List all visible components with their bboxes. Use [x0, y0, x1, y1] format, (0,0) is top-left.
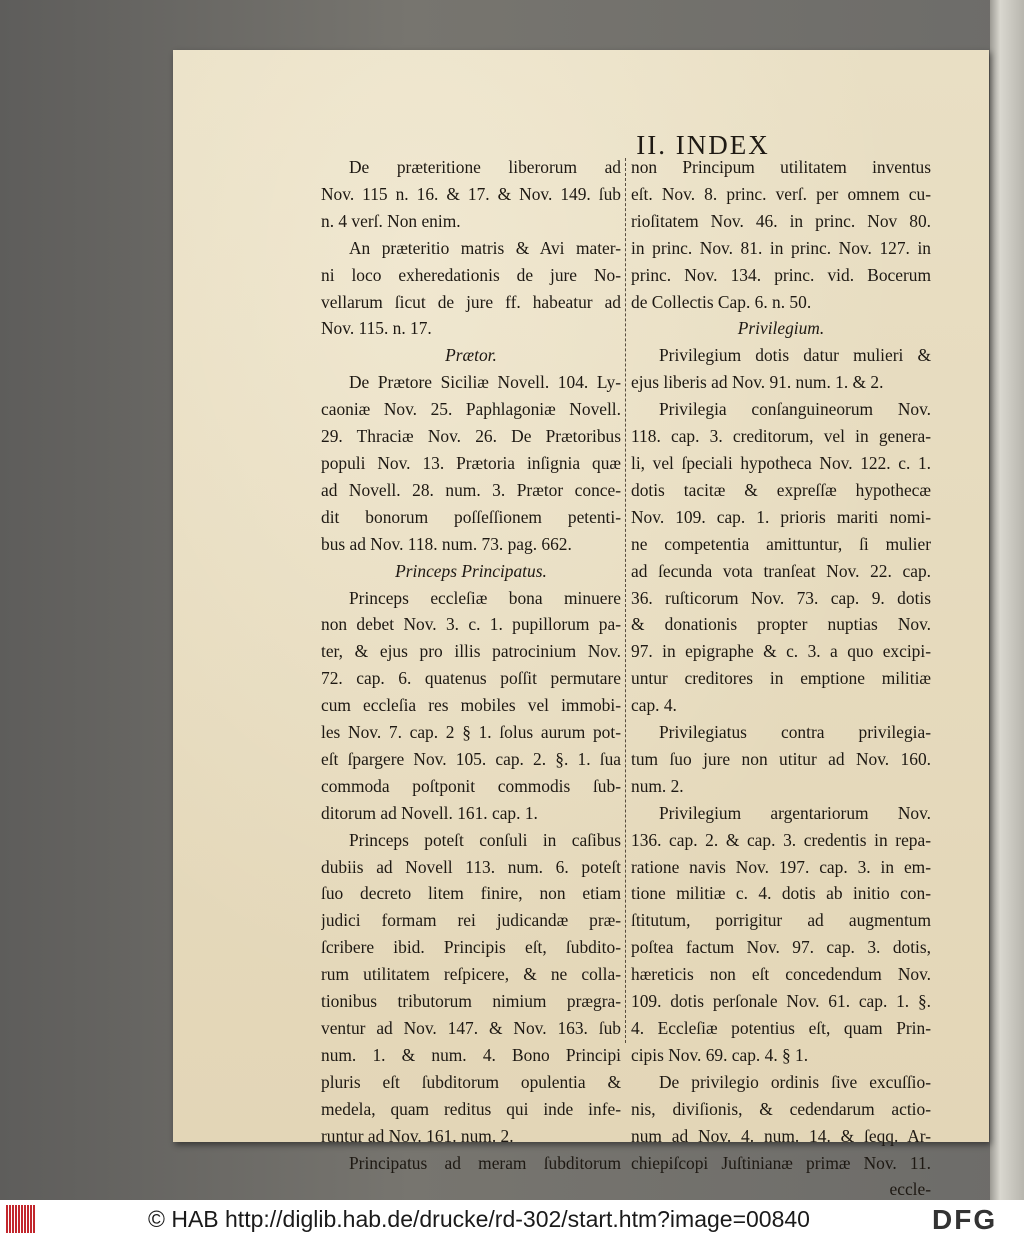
text-line: runtur ad Nov. 161. num. 2. — [321, 1125, 514, 1146]
copyright-link[interactable]: © HAB http://diglib.hab.de/drucke/rd-302/start.htm?image=00840 — [148, 1206, 810, 1232]
text-line: rioſitatem Nov. 46. in princ. Nov 80. — [631, 210, 931, 231]
section-heading: Princeps Principatus. — [395, 560, 547, 581]
text-line: ſcribere ibid. Principis eſt, ſubdito- — [321, 937, 621, 958]
text-line: & donationis propter nuptias Nov. — [631, 614, 931, 635]
text-line: ne competentia amittuntur, ſi mulier — [631, 533, 931, 554]
viewer-footer — [0, 1200, 1024, 1238]
text-line: 136. cap. 2. & cap. 3. credentis in repa- — [631, 829, 931, 850]
text-line: populi Nov. 13. Prætoria inſignia quæ — [321, 452, 621, 473]
text-line: Nov. 115 n. 16. & 17. & Nov. 149. ſub — [321, 183, 621, 204]
text-line: An præteritio matris & Avi mater- — [349, 237, 621, 258]
text-line: Princeps poteſt conſuli in caſibus — [349, 829, 621, 850]
section-heading: Privilegium. — [737, 318, 825, 339]
section-heading: Prætor. — [445, 345, 497, 366]
text-line: non debet Nov. 3. c. 1. pupillorum pa- — [321, 614, 621, 635]
text-line: Privilegiatus contra privilegia- — [659, 722, 931, 743]
text-line: ter, & ejus pro illis patrocinium Nov. — [321, 641, 621, 662]
text-line: ad ſecunda vota tranſeat Nov. 22. cap. — [631, 560, 931, 581]
left-column — [321, 154, 621, 1176]
text-line: num ad Nov. 4. num. 14. & ſeqq. Ar- — [631, 1125, 931, 1146]
text-line: De præteritione liberorum ad — [349, 157, 621, 177]
text-line: eſt. Nov. 8. princ. verſ. per omnem cu- — [631, 183, 931, 204]
text-line: tione militiæ c. 4. dotis ab initio con- — [631, 883, 931, 904]
text-line: Privilegia conſanguineorum Nov. — [659, 399, 931, 420]
hab-logo-icon[interactable] — [6, 1205, 40, 1233]
text-line: Nov. 109. cap. 1. prioris mariti nomi- — [631, 506, 931, 527]
book-spine-edge — [990, 0, 1024, 1200]
text-line: commoda poſtponit commodis ſub- — [321, 775, 621, 796]
text-line: non Principum utilitatem inventus — [631, 157, 931, 177]
text-line: n. 4 verſ. Non enim. — [321, 210, 461, 231]
column-rule — [625, 158, 626, 1043]
text-line: num. 2. — [631, 775, 684, 796]
text-line: 36. ruſticorum Nov. 73. cap. 9. dotis — [631, 587, 931, 608]
text-line: 72. cap. 6. quatenus poſſit permutare — [321, 668, 621, 689]
text-line: dotis tacitæ & expreſſæ hypothecæ — [631, 479, 931, 500]
text-line: Principatus ad meram ſubditorum — [349, 1152, 621, 1173]
text-line: dit bonorum poſſeſſionem petenti- — [321, 506, 621, 527]
text-line: hæreticis non eſt concedendum Nov. — [631, 964, 931, 985]
text-line: ventur ad Nov. 147. & Nov. 163. ſub — [321, 1018, 621, 1038]
text-line: princ. Nov. 134. princ. vid. Bocerum — [631, 264, 931, 285]
text-line: 109. dotis perſonale Nov. 61. cap. 1. §. — [631, 991, 931, 1012]
text-line: ni loco exheredationis de jure No- — [321, 264, 621, 285]
text-line: ſuo decreto litem finire, non etiam — [321, 883, 621, 904]
text-line: ditorum ad Novell. 161. cap. 1. — [321, 802, 538, 823]
text-line: Privilegium dotis datur mulieri & — [659, 345, 931, 366]
text-line: medela, quam reditus qui inde infe- — [321, 1098, 621, 1119]
right-column — [631, 154, 931, 1203]
text-line: cap. 4. — [631, 695, 677, 716]
text-line: in princ. Nov. 81. in princ. Nov. 127. in — [631, 237, 931, 258]
text-line: Princeps eccleſiæ bona minuere — [349, 587, 621, 608]
text-line: tionibus tributorum nimium prægra- — [321, 991, 621, 1012]
text-line: 29. Thraciæ Nov. 26. De Prætoribus — [321, 426, 621, 447]
text-line: eſt ſpargere Nov. 105. cap. 2. §. 1. ſua — [321, 748, 621, 769]
text-line: De privilegio ordinis ſive excuſſio- — [659, 1071, 931, 1092]
text-line: cipis Nov. 69. cap. 4. § 1. — [631, 1044, 809, 1065]
text-line: li, vel ſpeciali hypotheca Nov. 122. c. 1. — [631, 452, 931, 473]
text-line: judici formam rei judicandæ præ- — [321, 910, 621, 931]
text-line: vellarum ſicut de jure ff. habeatur ad — [321, 291, 621, 312]
dfg-logo[interactable]: DFG — [932, 1204, 998, 1235]
text-line: ad Novell. 28. num. 3. Prætor conce- — [321, 479, 621, 500]
text-line: 97. in epigraphe & c. 3. a quo excipi- — [631, 641, 931, 662]
text-line: bus ad Nov. 118. num. 73. pag. 662. — [321, 533, 572, 554]
text-line: 118. cap. 3. creditorum, vel in genera- — [631, 426, 931, 447]
text-line: les Nov. 7. cap. 2 § 1. ſolus aurum pot- — [321, 722, 621, 743]
text-line: num. 1. & num. 4. Bono Principi — [321, 1044, 621, 1065]
text-line: eccle- — [889, 1179, 931, 1200]
running-head: II. INDEX — [636, 130, 770, 160]
text-line: chiepiſcopi Juſtinianæ primæ Nov. 11. — [631, 1152, 931, 1173]
text-line: rum utilitatem reſpicere, & ne colla- — [321, 964, 621, 985]
book-page — [173, 50, 989, 1200]
text-line: 4. Eccleſiæ potentius eſt, quam Prin- — [631, 1018, 931, 1038]
text-line: ejus liberis ad Nov. 91. num. 1. & 2. — [631, 372, 884, 393]
text-line: tum ſuo jure non utitur ad Nov. 160. — [631, 748, 931, 769]
text-line: de Collectis Cap. 6. n. 50. — [631, 291, 812, 312]
text-line: cum eccleſia res mobiles vel immobi- — [321, 695, 621, 716]
text-line: nis, diviſionis, & cedendarum actio- — [631, 1098, 931, 1119]
text-line: ratione navis Nov. 197. cap. 3. in em- — [631, 856, 931, 877]
text-line: untur creditores in emptione militiæ — [631, 668, 931, 689]
text-line: Nov. 115. n. 17. — [321, 318, 432, 339]
text-line: poſtea factum Nov. 97. cap. 3. dotis, — [631, 937, 931, 958]
text-line: caoniæ Nov. 25. Paphlagoniæ Novell. — [321, 399, 621, 420]
text-line: De Prætore Siciliæ Novell. 104. Ly- — [349, 372, 621, 393]
text-line: Privilegium argentariorum Nov. — [659, 802, 931, 823]
text-line: dubiis ad Novell 113. num. 6. poteſt — [321, 856, 621, 877]
text-line: pluris eſt ſubditorum opulentia & — [321, 1071, 621, 1092]
text-line: ſtitutum, porrigitur ad augmentum — [631, 910, 931, 931]
